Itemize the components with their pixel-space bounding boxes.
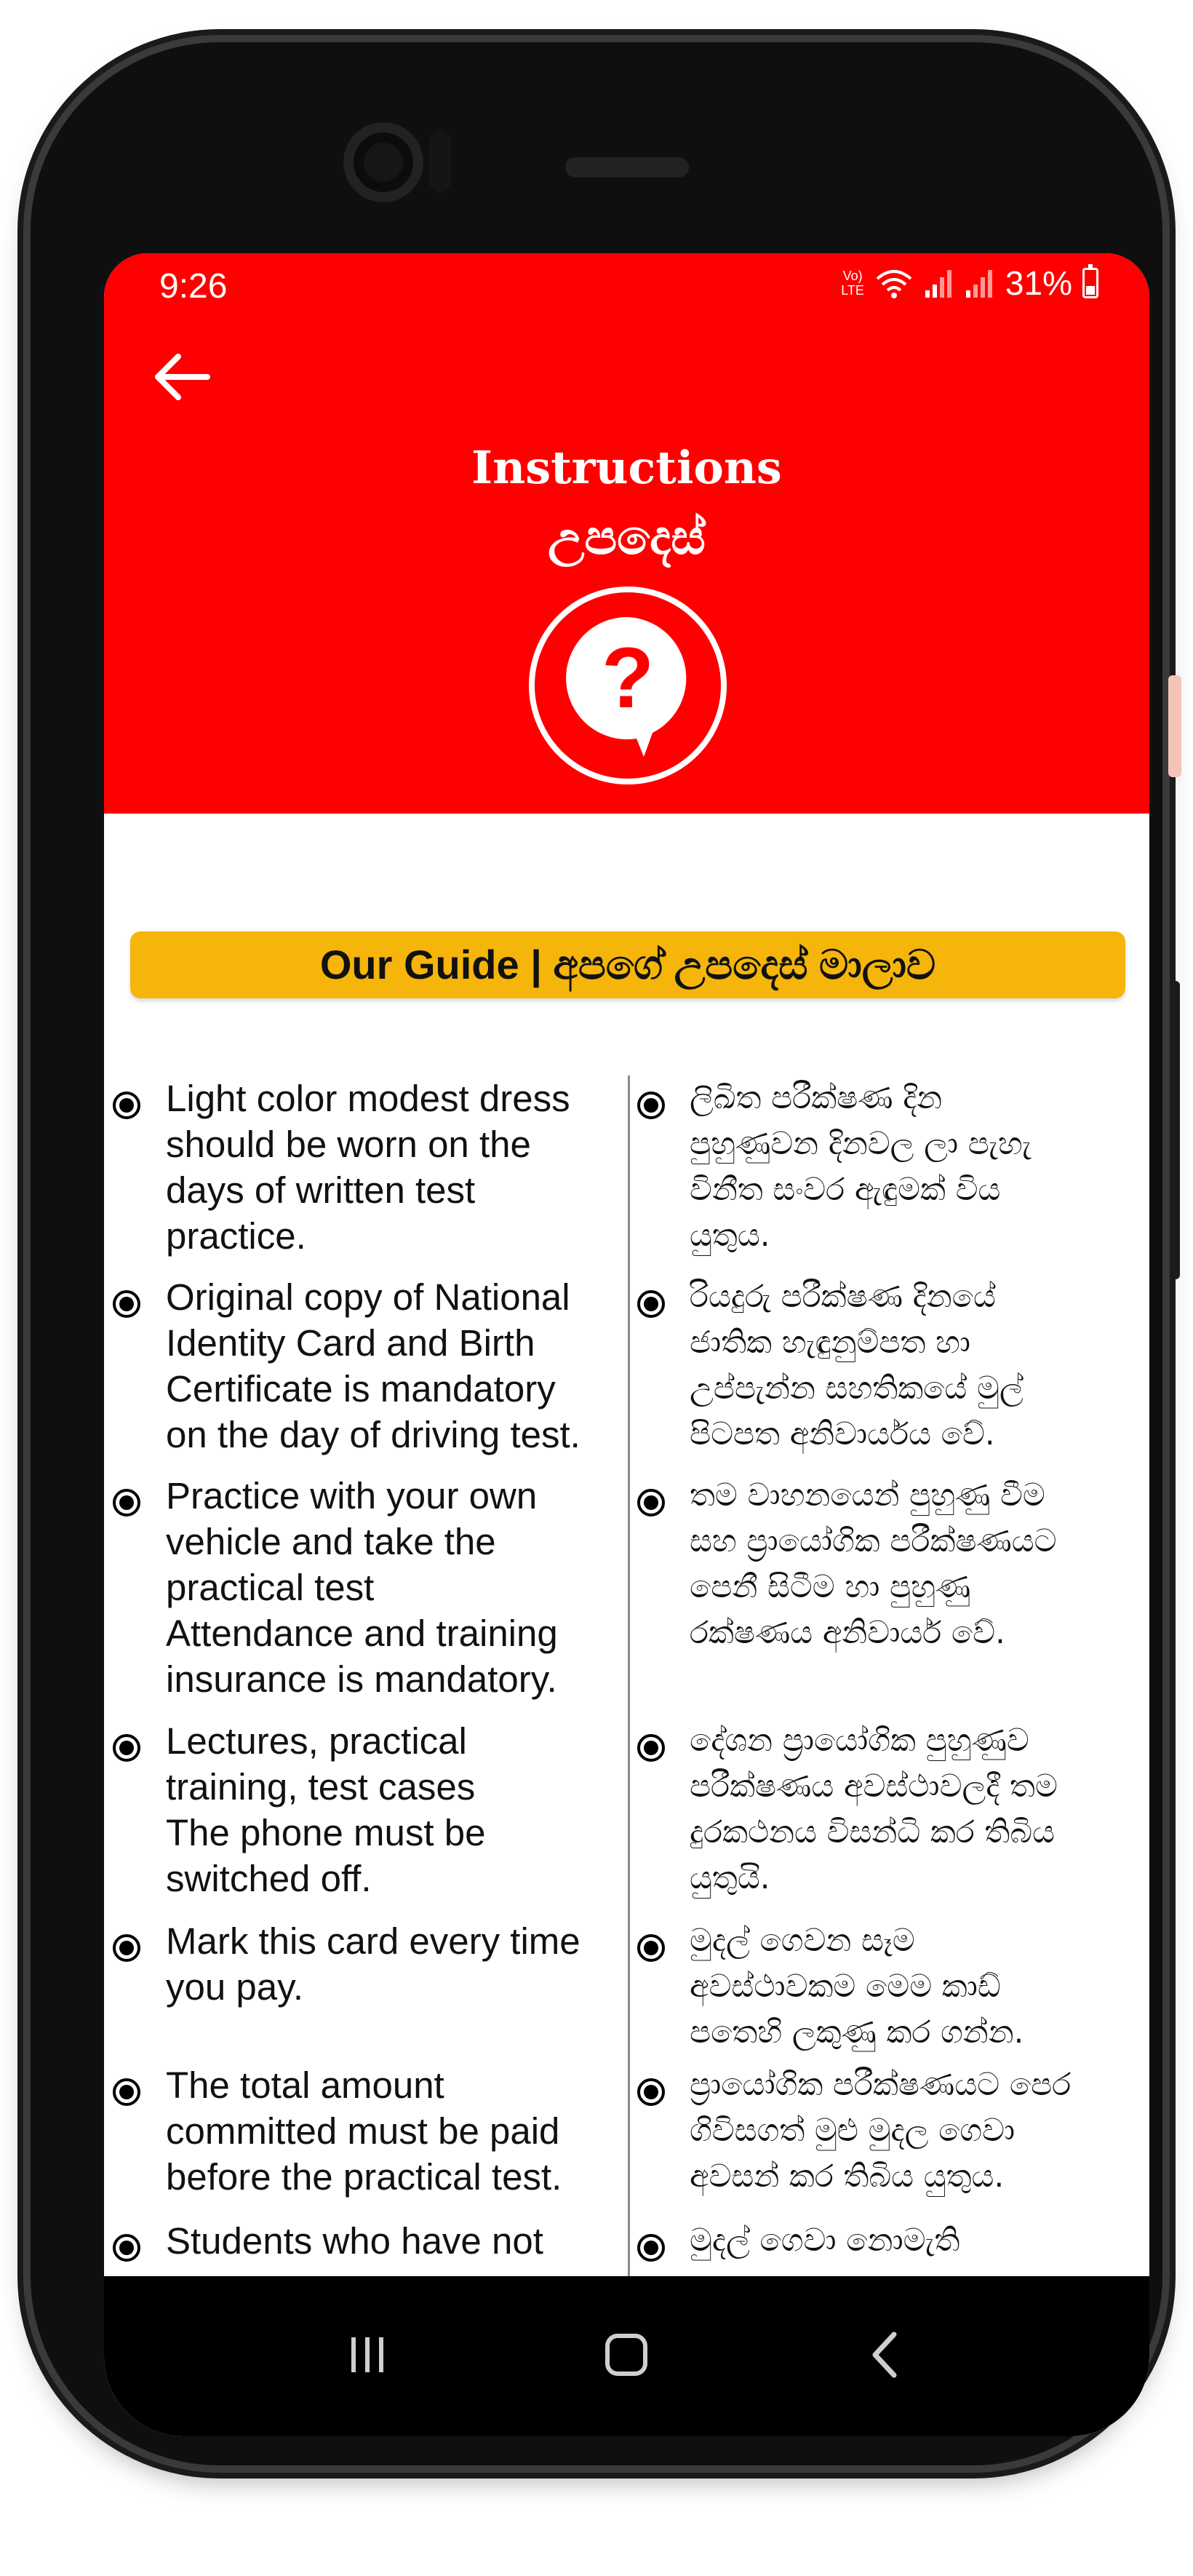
radio-bullet-icon (113, 1934, 140, 1962)
side-accent-button (1168, 675, 1181, 777)
volte-indicator: Vo) LTE (841, 269, 864, 298)
radio-bullet-icon (637, 1489, 665, 1516)
guide-banner: Our Guide | අපගේ උපදෙස් මාලාව (130, 931, 1125, 998)
radio-bullet-icon (113, 2078, 140, 2106)
battery-percent: 31% (1005, 264, 1072, 302)
signal-icon-sim1 (924, 267, 954, 299)
phone-frame (31, 42, 1162, 2465)
instruction-en-2: Original copy of National Identity Card and Birth Certificate is mandatory on the day of driving test. (166, 1276, 580, 1455)
radio-bullet-icon (113, 1290, 140, 1318)
instruction-si-2: රියදුරු පරීක්ෂණ දිනයේ ජාතික හැඳුනුම්පත හා උප්පැන්න සහතිකයේ මුල් පිටපත අනිවාර්යය වේ. (690, 1279, 1024, 1452)
status-bar (104, 253, 1149, 311)
page-title-sinhala: උපදෙස් (548, 509, 706, 565)
instruction-en-5: Mark this card every time you pay. (166, 1920, 580, 2008)
radio-bullet-icon (113, 2234, 140, 2262)
instruction-si-4: දේශන ප්‍රායෝගික පුහුණුව පරීක්ෂණය අවස්ථාවලදී තම දුරකථනය විසන්ධි කර තිබිය යුතුයි. (690, 1722, 1058, 1896)
recents-icon[interactable] (331, 2318, 404, 2391)
instruction-si-3: තම වාහනයෙන් පුහුණු වීම සහ ප්‍රායෝගික පරීක්ෂණයට පෙනී සිටීම හා පුහුණු රක්ෂණය අනිවාර්ය වේ. (690, 1477, 1057, 1651)
instruction-si-1: ලිඛිත පරීක්ෂණ දින පුහුණුවන දිනවල ලා පැහැ විනීත සංවර ඇඳුමක් විය යුතුය. (690, 1080, 1032, 1254)
header (104, 253, 1149, 814)
radio-bullet-icon (637, 2078, 665, 2106)
status-time: 9:26 (159, 267, 228, 306)
instruction-en-3: Practice with your own vehicle and take the practical test Attendance and training insurance is mandatory. (166, 1475, 558, 1700)
system-nav-bar (104, 2276, 1149, 2436)
radio-bullet-icon (637, 1290, 665, 1318)
radio-bullet-icon (637, 1734, 665, 1762)
page-title-english: Instructions (471, 441, 782, 494)
signal-icon-sim2 (965, 267, 995, 299)
home-icon[interactable] (590, 2318, 663, 2391)
radio-bullet-icon (637, 1092, 665, 1119)
radio-bullet-icon (113, 1734, 140, 1762)
question-bubble-icon (527, 585, 728, 786)
radio-bullet-icon (637, 2234, 665, 2262)
instruction-en-7: Students who have not (166, 2220, 543, 2262)
nav-back-icon[interactable] (849, 2318, 922, 2391)
radio-bullet-icon (637, 1934, 665, 1962)
back-arrow-icon[interactable] (146, 342, 216, 412)
radio-bullet-icon (113, 1092, 140, 1119)
wifi-icon (874, 267, 914, 299)
instruction-si-6: ප්‍රායෝගික පරීක්ෂණයට පෙර ගිවිසගත් මුළු මුදල ගෙවා අවසන් කර තිබිය යුතුය. (690, 2067, 1072, 2195)
instruction-en-4: Lectures, practical training, test cases The phone must be switched off. (166, 1720, 486, 1899)
sensor (429, 130, 451, 192)
instruction-en-6: The total amount committed must be paid before the practical test. (166, 2064, 562, 2198)
instruction-en-1: Light color modest dress should be worn on the days of written test practice. (166, 1078, 570, 1257)
radio-bullet-icon (113, 1489, 140, 1516)
front-camera-icon (343, 122, 423, 202)
svg-text:?: ? (601, 630, 655, 726)
column-divider (628, 1076, 630, 2342)
app-screen (104, 253, 1149, 2436)
instruction-si-5: මුදල් ගෙවන සෑම අවස්ථාවකම මෙම කාඩ් පතෙහි ලකුණු කර ගන්න. (690, 1923, 1024, 2051)
instructions-list (104, 1076, 1149, 2342)
instruction-si-7: මුදල් ගෙවා නොමැති (690, 2222, 960, 2259)
power-button (1170, 981, 1180, 1279)
earpiece-speaker (565, 157, 689, 178)
battery-icon (1082, 268, 1098, 298)
status-icons (841, 263, 1098, 303)
